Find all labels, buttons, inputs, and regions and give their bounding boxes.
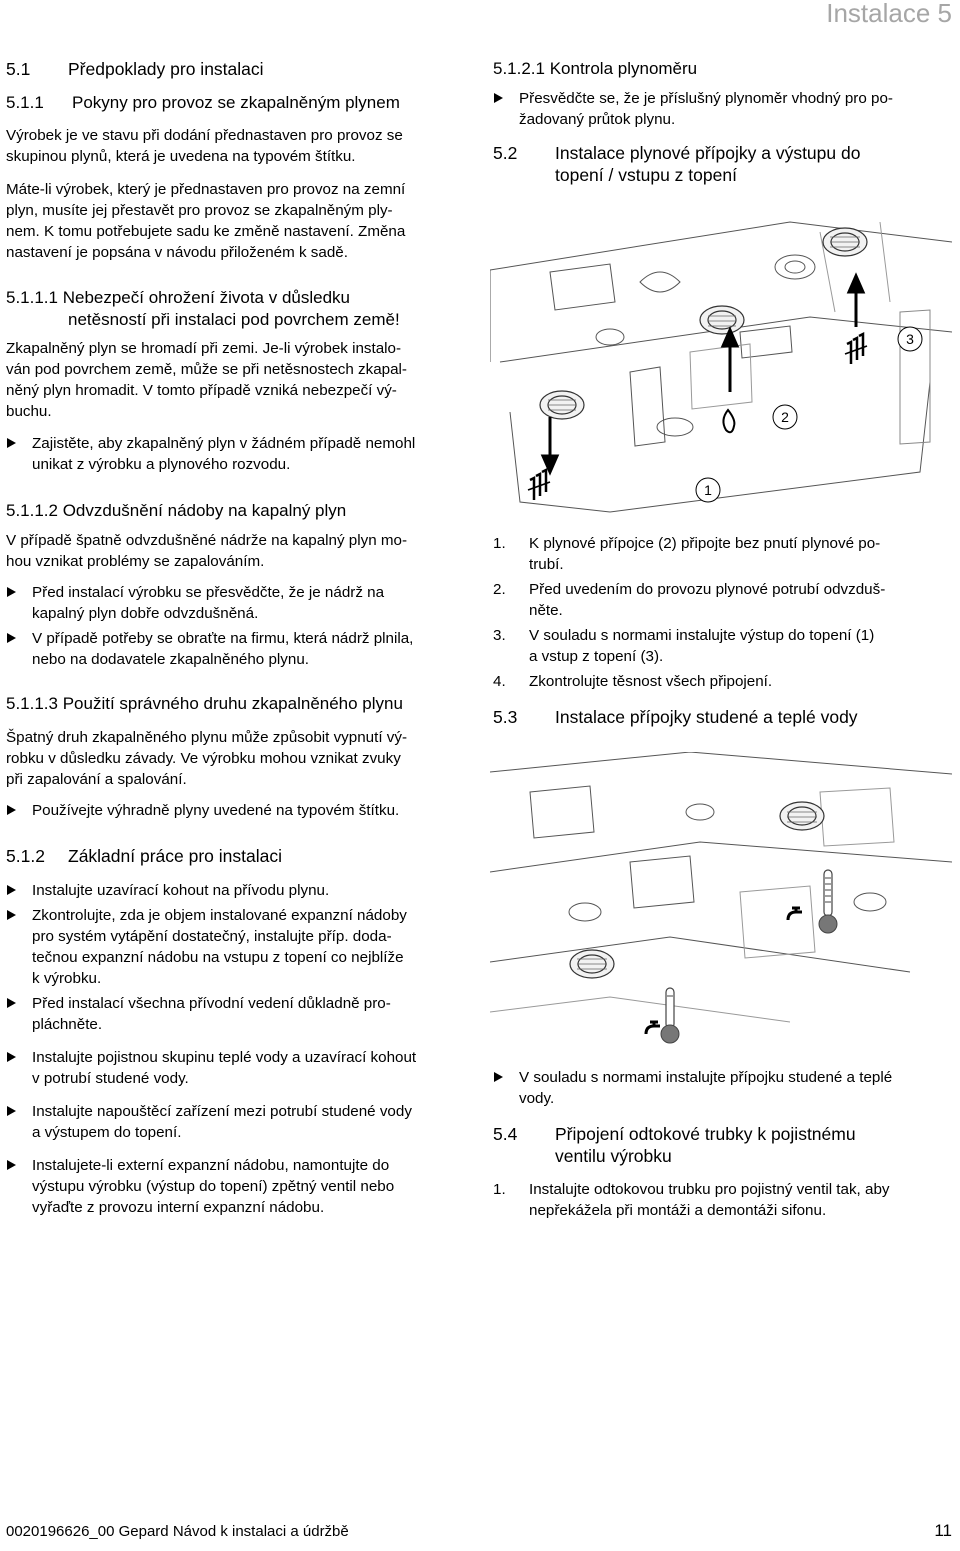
text-line: Používejte výhradně plyny uvedené na typovém štítku. <box>32 802 400 819</box>
section-5-3-heading <box>493 706 948 728</box>
warning-title-line: netěsností při instalaci pod povrchem země! <box>68 310 400 329</box>
section-5-1-heading <box>6 58 466 80</box>
step-item <box>493 625 948 667</box>
text-line: skupinou plynů, která je uvedena na typovém štítku. <box>6 148 356 165</box>
text-line: robku v důsledku závady. Ve výrobku mohou vznikat zvuky <box>6 750 401 767</box>
left-column <box>6 58 466 1218</box>
step-number: 4. <box>493 673 506 690</box>
step-item <box>493 533 948 575</box>
text-line: v potrubí studené vody. <box>32 1070 189 1087</box>
bullet-item <box>6 1047 466 1089</box>
section-title: Předpoklady pro instalaci <box>68 59 264 79</box>
paragraph <box>6 338 466 422</box>
text-line: něný plyn hromadit. V tomto případě vzniká nebezpečí vý- <box>6 382 397 399</box>
callout-1: 1 <box>704 482 712 498</box>
warning-title-line: 5.1.1.1 Nebezpečí ohrožení života v důsledku <box>6 288 350 307</box>
text-line: k výrobku. <box>32 970 102 987</box>
text-line: vody. <box>519 1090 555 1107</box>
text-line: Instalujete-li externí expanzní nádobu, namontujte do <box>32 1157 390 1174</box>
bullet-item <box>493 88 948 130</box>
section-number: 5.1.2 <box>6 846 45 866</box>
text-line: pro systém vytápění dostatečný, instalujte příp. doda- <box>32 928 392 945</box>
text-line: a výstupem do topení. <box>32 1124 182 1141</box>
text-line: Před instalací všechna přívodní vedení důkladně pro- <box>32 995 391 1012</box>
step-item <box>493 671 948 692</box>
text-line: Špatný druh zkapalněného plynu může způsobit vypnutí vý- <box>6 729 408 746</box>
heading-title: 5.1.2.1 Kontrola plynoměru <box>493 59 698 78</box>
text-line: při zapalování a spalování. <box>6 771 187 788</box>
callout-3: 3 <box>906 331 914 347</box>
heading-5-1-2-1 <box>493 58 948 80</box>
text-line: unikat z výrobku a plynového rozvodu. <box>32 456 291 473</box>
text-line: Instalujte uzavírací kohout na přívodu plynu. <box>32 882 330 899</box>
section-title-line: topení / vstupu z topení <box>555 165 737 185</box>
chapter-header: Instalace 5 <box>826 0 952 28</box>
figure-water-connections <box>490 752 952 1050</box>
connections-illustration <box>490 212 952 522</box>
paragraph <box>6 727 466 790</box>
warning-heading-5-1-1-1 <box>6 287 466 331</box>
section-number: 5.2 <box>493 143 518 163</box>
right-column-steps <box>493 533 948 728</box>
section-title-line: Připojení odtokové trubky k pojistnému <box>555 1124 856 1144</box>
bullet-item <box>6 993 466 1035</box>
text-line: Zkontrolujte těsnost všech připojení. <box>529 673 773 690</box>
text-line: vyřaďte z provozu interní expanzní nádobu. <box>32 1199 325 1216</box>
text-line: Zkapalněný plyn se hromadí při zemi. Je-li výrobek instalo- <box>6 340 402 357</box>
text-line: nem. K tomu potřebujete sadu ke změně nastavení. Změna <box>6 223 406 240</box>
footer-document-title: 0020196626_00 Gepard Návod k instalaci a údržbě <box>6 1523 349 1540</box>
text-line: Máte-li výrobek, který je přednastaven pro provoz na zemní <box>6 181 406 198</box>
right-column-bottom <box>493 1067 948 1221</box>
text-line: kapalný plyn dobře odvzdušněná. <box>32 605 259 622</box>
bullet-item <box>6 1155 466 1218</box>
text-line: Instalujte napouštěcí zařízení mezi potrubí studené vody <box>32 1103 412 1120</box>
text-line: výstupu výrobku (výstup do topení) zpětný ventil nebo <box>32 1178 395 1195</box>
section-title: Pokyny pro provoz se zkapalněným plynem <box>72 93 400 112</box>
paragraph <box>6 530 466 572</box>
warning-title: 5.1.1.3 Použití správného druhu zkapalněného plynu <box>6 694 403 713</box>
right-column-top <box>493 58 948 186</box>
bullet-item <box>6 433 466 475</box>
section-5-4-heading <box>493 1123 948 1167</box>
bullet-item <box>6 800 466 821</box>
text-line: Výrobek je ve stavu při dodání přednastaven pro provoz se <box>6 127 403 144</box>
cold-water-icon <box>646 988 679 1043</box>
text-line: Zajistěte, aby zkapalněný plyn v žádném případě nemohl <box>32 435 416 452</box>
step-number: 1. <box>493 535 506 552</box>
text-line: Před instalací výrobku se přesvědčte, že je nádrž na <box>32 584 385 601</box>
text-line: trubí. <box>529 556 564 573</box>
text-line: Instalujte odtokovou trubku pro pojistný ventil tak, aby <box>529 1181 890 1198</box>
text-line: nastavení je popsána v návodu přiloženém k sadě. <box>6 244 348 261</box>
text-line: V případě potřeby se obraťte na firmu, která nádrž plnila, <box>32 630 414 647</box>
text-line: plyn, musíte jej přestavět pro provoz se zkapalněným ply- <box>6 202 393 219</box>
text-line: pláchněte. <box>32 1016 103 1033</box>
text-line: hou vznikat problémy se zapalováním. <box>6 553 265 570</box>
bullet-item <box>6 880 466 901</box>
section-title: Instalace přípojky studené a teplé vody <box>555 707 858 727</box>
step-number: 2. <box>493 581 506 598</box>
text-line: Zkontrolujte, zda je objem instalované expanzní nádoby <box>32 907 407 924</box>
footer-page-number: 11 <box>934 1521 952 1540</box>
text-line: buchu. <box>6 403 52 420</box>
water-connections-illustration <box>490 752 952 1050</box>
step-number: 3. <box>493 627 506 644</box>
text-line: ván pod povrchem země, může se při netěsnostech zkapal- <box>6 361 407 378</box>
section-number: 5.3 <box>493 707 518 727</box>
text-line: nepřekážela při montáži a demontáži sifonu. <box>529 1202 827 1219</box>
section-number: 5.4 <box>493 1124 518 1144</box>
paragraph <box>6 179 466 263</box>
step-item <box>493 579 948 621</box>
text-line: tečnou expanzní nádobu na vstupu z topení co nejblíže <box>32 949 404 966</box>
warning-heading-5-1-1-3 <box>6 693 466 715</box>
bullet-item <box>493 1067 948 1109</box>
section-title: Základní práce pro instalaci <box>68 846 282 866</box>
section-title-line: ventilu výrobku <box>555 1146 672 1166</box>
figure-gas-heating-connections <box>490 212 952 522</box>
text-line: a vstup z topení (3). <box>529 648 664 665</box>
text-line: K plynové přípojce (2) připojte bez pnutí plynové po- <box>529 535 881 552</box>
text-line: Před uvedením do provozu plynové potrubí odvzduš- <box>529 581 886 598</box>
text-line: V souladu s normami instalujte přípojku studené a teplé <box>519 1069 893 1086</box>
section-number: 5.1 <box>6 59 31 79</box>
step-number: 1. <box>493 1181 506 1198</box>
warning-title: 5.1.1.2 Odvzdušnění nádoby na kapalný plyn <box>6 501 347 520</box>
section-5-1-1-heading <box>6 92 466 114</box>
callout-2: 2 <box>781 409 789 425</box>
text-line: V případě špatně odvzdušněné nádrže na kapalný plyn mo- <box>6 532 408 549</box>
text-line: Přesvědčte se, že je příslušný plynoměr vhodný pro po- <box>519 90 893 107</box>
bullet-item <box>6 582 466 624</box>
bullet-item <box>6 905 466 989</box>
section-5-2-heading <box>493 142 948 186</box>
text-line: něte. <box>529 602 563 619</box>
section-title-line: Instalace plynové přípojky a výstupu do <box>555 143 861 163</box>
text-line: Instalujte pojistnou skupinu teplé vody a uzavírací kohout <box>32 1049 417 1066</box>
paragraph <box>6 125 466 167</box>
warning-heading-5-1-1-2 <box>6 500 466 522</box>
text-line: žadovaný průtok plynu. <box>519 111 676 128</box>
section-5-1-2-heading <box>6 845 466 867</box>
step-item <box>493 1179 948 1221</box>
bullet-item <box>6 628 466 670</box>
text-line: V souladu s normami instalujte výstup do topení (1) <box>529 627 875 644</box>
bullet-item <box>6 1101 466 1143</box>
text-line: nebo na dodavatele zkapalněného plynu. <box>32 651 309 668</box>
section-number: 5.1.1 <box>6 93 44 112</box>
